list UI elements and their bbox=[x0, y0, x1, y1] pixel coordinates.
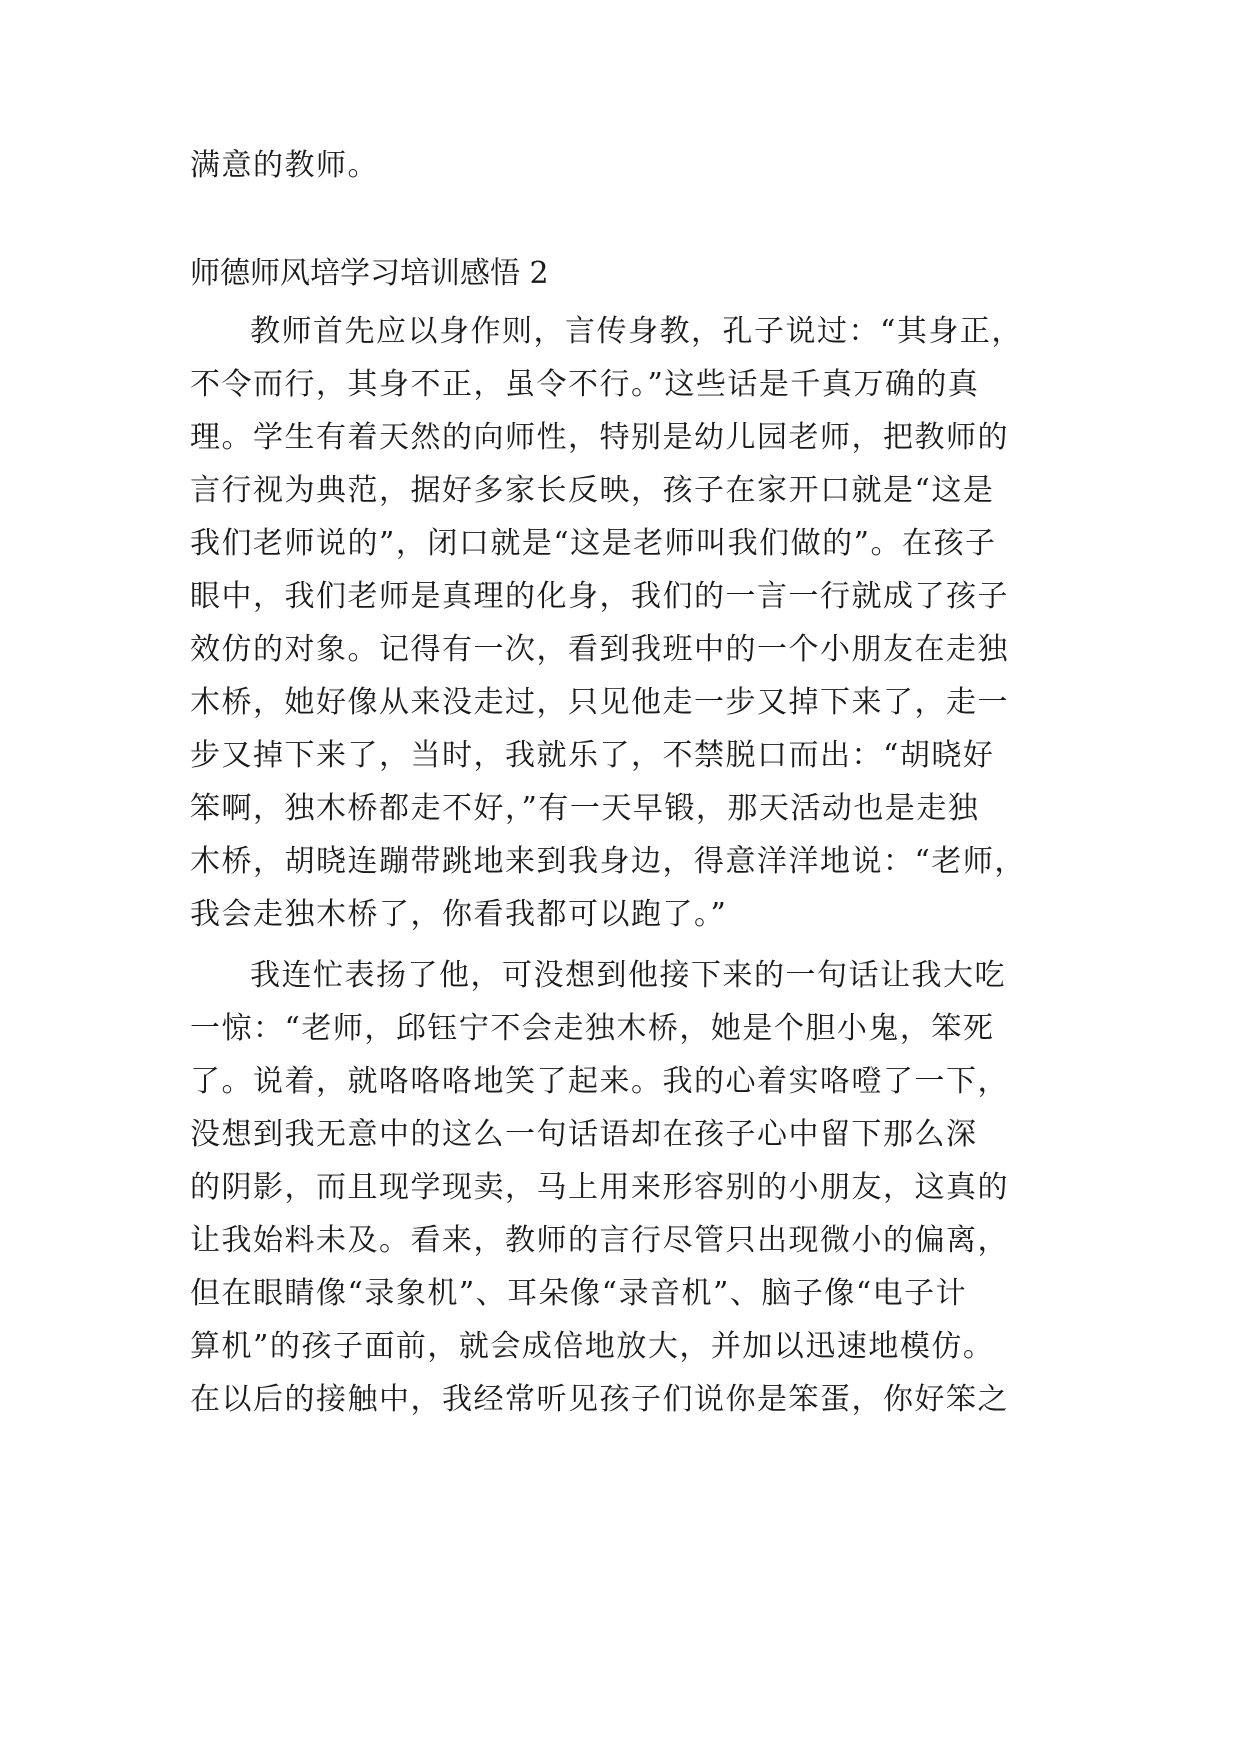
paragraph-line: 不令而行，其身不正，虽令不行。”这些话是千真万确的真 bbox=[190, 367, 980, 402]
paragraph-line: 一惊：“老师，邱钰宁不会走独木桥，她是个胆小鬼，笨死 bbox=[190, 1011, 995, 1046]
paragraph-line: 教师首先应以身作则，言传身教，孔子说过：“其身正， bbox=[250, 314, 1023, 349]
paragraph-line: 我们老师说的”，闭口就是“这是老师叫我们做的”。在孩子 bbox=[190, 526, 997, 561]
carryover-text: 满意的教师。 bbox=[190, 148, 379, 183]
section-title: 师德师风培学习培训感悟 2 bbox=[190, 256, 549, 291]
paragraph-line: 木桥，胡晓连蹦带跳地来到我身边，得意洋洋地说：“老师， bbox=[190, 844, 1026, 879]
paragraph-line: 眼中，我们老师是真理的化身，我们的一言一行就成了孩子 bbox=[190, 579, 1009, 614]
paragraph-line: 但在眼睛像“录象机”、耳朵像“录音机”、脑子像“电子计 bbox=[190, 1276, 968, 1311]
paragraph-line: 言行视为典范，据好多家长反映，孩子在家开口就是“这是 bbox=[190, 473, 995, 508]
paragraph-line: 让我始料未及。看来，教师的言行尽管只出现微小的偏离， bbox=[190, 1223, 1009, 1258]
paragraph-line: 我会走独木桥了，你看我都可以跑了。” bbox=[190, 897, 728, 932]
paragraph-line: 的阴影，而且现学现卖，马上用来形容别的小朋友，这真的 bbox=[190, 1170, 1009, 1205]
paragraph-line: 在以后的接触中，我经常听见孩子们说你是笨蛋，你好笨之 bbox=[190, 1382, 1009, 1417]
paragraph-line: 了。说着，就咯咯咯地笑了起来。我的心着实咯噔了一下， bbox=[190, 1064, 1009, 1099]
paragraph-line: 木桥，她好像从来没走过，只见他走一步又掉下来了，走一 bbox=[190, 685, 1009, 720]
paragraph-line: 理。学生有着天然的向师性，特别是幼儿园老师，把教师的 bbox=[190, 420, 1009, 455]
paragraph-line: 没想到我无意中的这么一句话语却在孩子心中留下那么深 bbox=[190, 1117, 978, 1152]
paragraph-line: 我连忙表扬了他，可没想到他接下来的一句话让我大吃 bbox=[250, 958, 1006, 993]
paragraph-line: 笨啊，独木桥都走不好，”有一天早锻，那天活动也是走独 bbox=[190, 791, 980, 826]
paragraph-line: 步又掉下来了，当时，我就乐了，不禁脱口而出：“胡晓好 bbox=[190, 738, 995, 773]
paragraph-line: 算机”的孩子面前，就会成倍地放大，并加以迅速地模仿。 bbox=[190, 1329, 995, 1364]
paragraph-line: 效仿的对象。记得有一次，看到我班中的一个小朋友在走独 bbox=[190, 632, 1009, 667]
